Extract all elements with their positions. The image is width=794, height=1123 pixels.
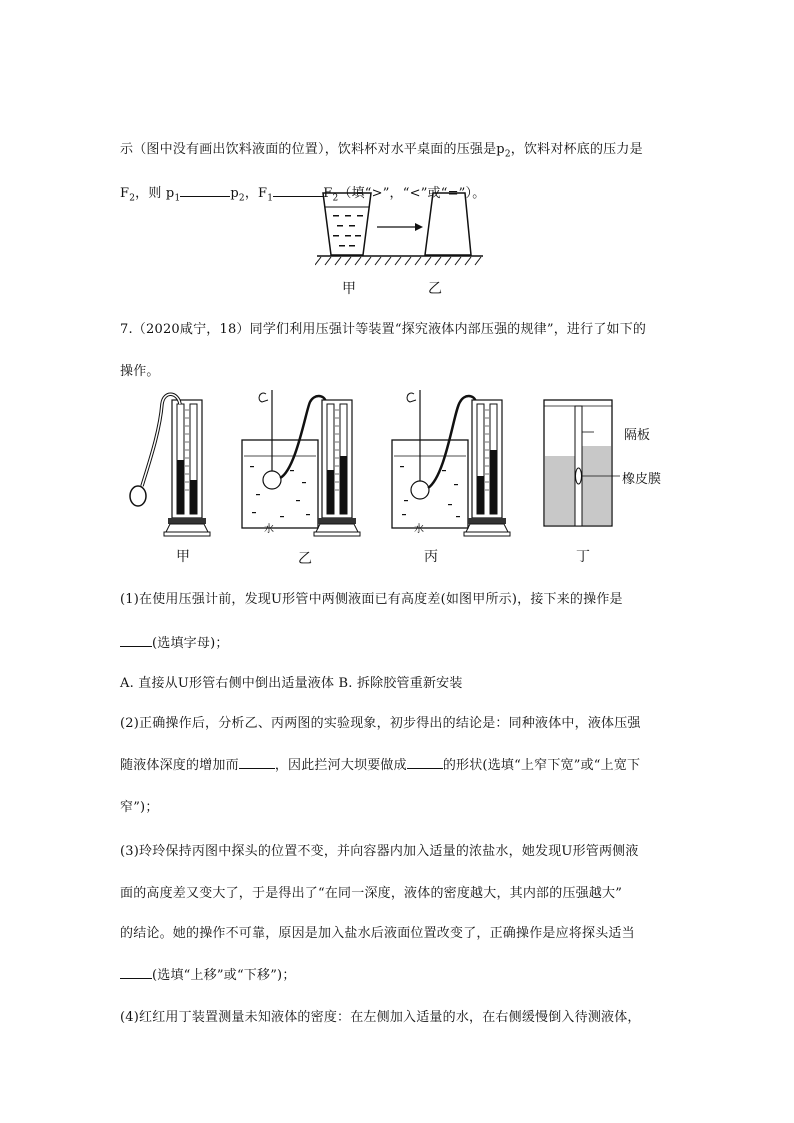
- pressure-gauge-figure: [120, 390, 680, 540]
- sub4-line-1: (4)红红用丁装置测量未知液体的密度：在左侧加入适量的水，在右侧缓慢倒入待测液体，: [120, 1010, 641, 1025]
- water-label-c: 水: [414, 524, 424, 535]
- q7-line-1: 7.（2020咸宁，18）同学们利用压强计等装置“探究液体内部压强的规律”，进行了如下的: [120, 322, 647, 337]
- q7-line-2: 操作。: [120, 364, 160, 379]
- fig2-label-a: 甲: [176, 549, 190, 565]
- answer-blank-2b[interactable]: [407, 756, 443, 769]
- fig2-label-d: 丁: [576, 549, 590, 565]
- answer-blank-2a[interactable]: [239, 756, 275, 769]
- fig2-label-b: 乙: [298, 551, 312, 567]
- sub2-line-3: 窄”)；: [120, 800, 159, 815]
- sub3-line-1: (3)玲玲保持丙图中探头的位置不变，并向容器内加入适量的浓盐水，她发现U形管两侧液: [120, 844, 639, 859]
- cup-figure: [315, 185, 485, 267]
- fig1-label-b: 乙: [428, 281, 442, 297]
- sub2-line-2: 随液体深度的增加而 ，因此拦河大坝要做成 的形状(选填“上窄下宽”或“上宽下: [120, 758, 641, 773]
- sub1-line-1: (1)在使用压强计前，发现U形管中两侧液面已有高度差(如图甲所示)，接下来的操作是: [120, 592, 623, 607]
- fig1-label-a: 甲: [342, 281, 356, 297]
- partition-label: 隔板: [624, 428, 651, 443]
- membrane-label: 橡皮膜: [622, 472, 662, 487]
- answer-blank-p[interactable]: [180, 184, 230, 197]
- answer-blank-1[interactable]: [120, 634, 152, 647]
- fig2-label-c: 丙: [424, 549, 438, 565]
- text-line-1: 示（图中没有画出饮料液面的位置），饮料杯对水平桌面的压强是$p_2$，饮料对杯底的压力是: [120, 142, 643, 160]
- sub2-line-1: (2)正确操作后，分析乙、丙两图的实验现象，初步得出的结论是：同种液体中，液体压强: [120, 716, 641, 731]
- sub3-line-2: 面的高度差又变大了，于是得出了“在同一深度，液体的密度越大，其内部的压强越大”: [120, 886, 623, 901]
- sub3-line-3: 的结论。她的操作不可靠，原因是加入盐水后液面位置改变了，正确操作是应将探头适当: [120, 926, 635, 941]
- text-line-2: $F_2$，则 $p_1$ $p_2$，$F_1$ $F_2$（填“>”，“<”或“=”）。: [120, 186, 486, 204]
- sub3-line-4: (选填“上移”或“下移”)；: [120, 964, 296, 983]
- sub1-line-2: (选填字母)；: [120, 632, 229, 651]
- sub1-options: A. 直接从U形管右侧中倒出适量液体 B. 拆除胶管重新安装: [120, 676, 463, 691]
- answer-blank-3[interactable]: [120, 966, 152, 979]
- water-label-b: 水: [264, 524, 274, 535]
